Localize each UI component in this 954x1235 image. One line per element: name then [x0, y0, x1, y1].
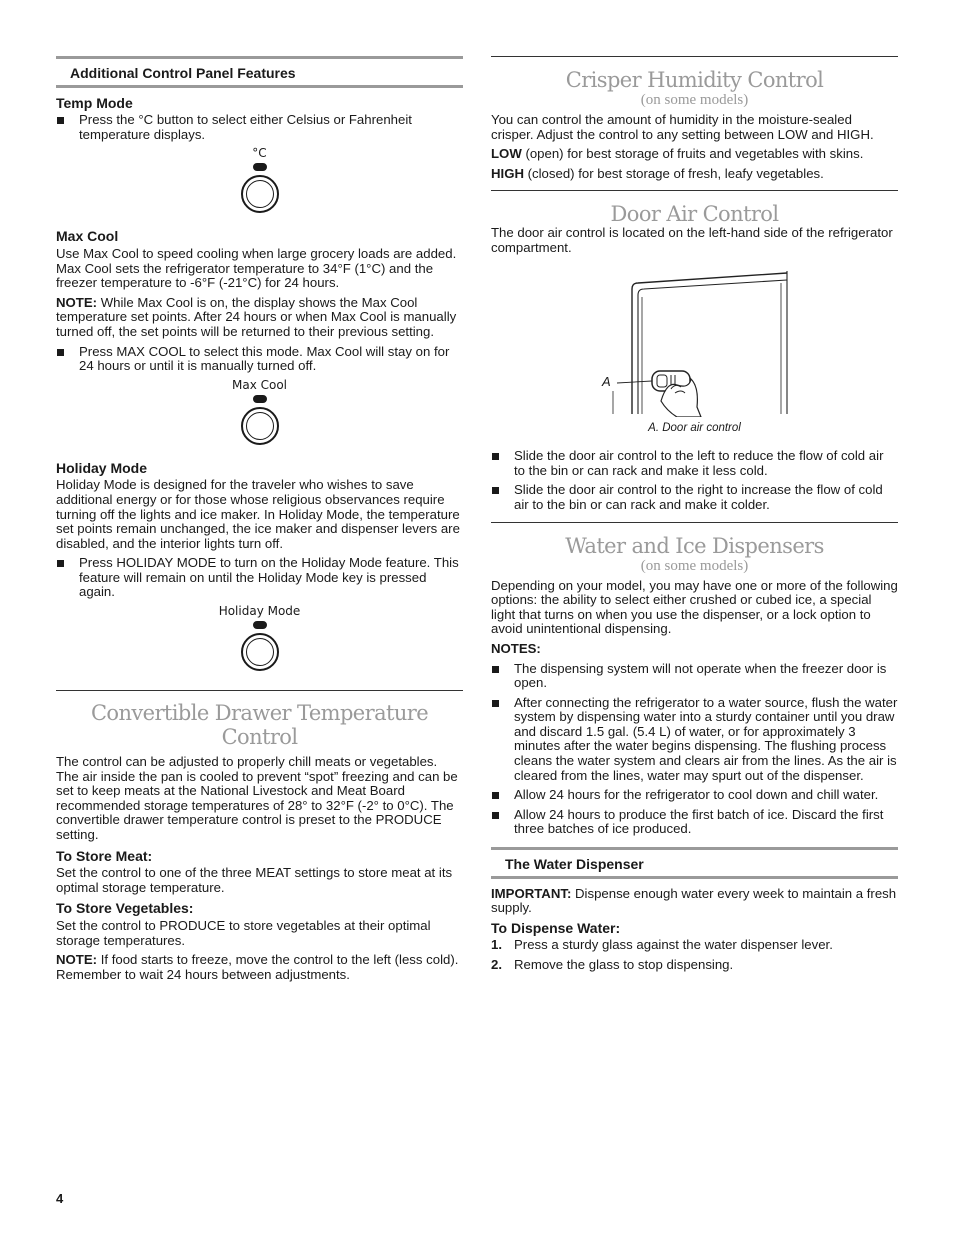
indicator-light-icon [253, 395, 267, 403]
max-cool-bullet-text: Press MAX COOL to select this mode. Max Cool will stay on for 24 hours or until it is manually turned off. [79, 343, 450, 374]
max-cool-button-label: Max Cool [231, 377, 288, 392]
max-cool-note [56, 296, 463, 340]
bullet-square-icon [57, 560, 64, 567]
indicator-light-icon [253, 163, 267, 171]
bullet-square-icon [492, 453, 499, 460]
important-text: Dispense enough water every week to maintain a fresh supply. [491, 885, 897, 916]
round-button-icon [241, 633, 279, 671]
store-vegetables-body: Set the control to PRODUCE to store vegetables at their optimal storage temperatures. [56, 918, 431, 948]
high-label: HIGH [491, 165, 524, 181]
crisper-humidity-title: Crisper Humidity Control [565, 68, 824, 92]
temp-mode-bullet-text: Press the °C button to select either Celsius or Fahrenheit temperature displays. [79, 112, 412, 142]
door-air-control-title: Door Air Control [610, 202, 779, 227]
step-number: 2. [491, 957, 502, 972]
bullet-square-icon [492, 666, 499, 673]
holiday-mode-body: Holiday Mode is designed for the traveler who wishes to save additional energy or for those whose religious observances require turning off the lights and ice maker. In Holiday Mode, the temperature set points remain unchanged, the ice maker and dispenser levers are disabled, and the interior lights turn off. [56, 477, 460, 551]
celsius-button-label: °C [252, 146, 267, 161]
max-cool-bullet [56, 345, 463, 374]
section-divider [491, 522, 898, 523]
crisper-body: You can control the amount of humidity in the moisture-sealed crisper. Adjust the control to any setting between LOW and HIGH. [491, 112, 874, 142]
step-text: Press a sturdy glass against the water dispenser lever. [514, 937, 833, 953]
section-divider [491, 56, 898, 57]
holiday-mode-button-illustration [56, 605, 463, 684]
notes-label: NOTES: [491, 640, 541, 656]
dispenser-note-text: The dispensing system will not operate when the freezer door is open. [514, 660, 887, 691]
dispenser-note-text: Allow 24 hours for the refrigerator to cool down and chill water. [514, 787, 879, 803]
door-air-caption: A. Door air control [648, 421, 741, 434]
dispenser-note-bullet [491, 696, 898, 784]
holiday-mode-bullet-text: Press HOLIDAY MODE to turn on the Holiday Mode feature. This feature will remain on until the Holiday Mode key is pressed again. [79, 555, 459, 600]
holiday-mode-button-label: Holiday Mode [218, 604, 301, 619]
low-text: (open) for best storage of fruits and vegetables with skins. [525, 146, 864, 162]
store-vegetables-heading: To Store Vegetables: [56, 900, 194, 917]
dispensers-body: Depending on your model, you may have one or more of the following options: the ability to select either crushed or cubed ice, a special light that turns on when you use the dispenser, or a lock option to avoid unintentional dispensing. [491, 577, 898, 637]
round-button-icon [241, 175, 279, 213]
indicator-light-icon [253, 621, 267, 629]
door-air-body: The door air control is located on the left-hand side of the refrigerator compartment. [491, 225, 893, 255]
door-air-bullet-text: Slide the door air control to the right to increase the flow of cold air to the bin or can rack and make it colder. [514, 482, 883, 512]
max-cool-note-text: While Max Cool is on, the display shows the Max Cool temperature set points. After 24 hours or when Max Cool is manually turned off, the set points will be returned to their previous setting. [56, 294, 457, 339]
max-cool-body: Use Max Cool to speed cooling when large grocery loads are added. Max Cool sets the refrigerator temperature to 34°F (1°C) and the freezer temperature to -6°F (-21°C) for 24 hours. [56, 245, 457, 291]
crisper-low-setting [491, 147, 898, 162]
door-air-bullet [491, 483, 898, 512]
round-button-icon [241, 407, 279, 445]
panel-heading-water-dispenser: The Water Dispenser [491, 847, 898, 879]
bullet-square-icon [57, 349, 64, 356]
water-ice-dispensers-title: Water and Ice Dispensers [565, 533, 824, 558]
dispenser-note-bullet [491, 808, 898, 837]
convertible-drawer-title: Convertible Drawer Temperature Control [90, 701, 429, 750]
bullet-square-icon [492, 487, 499, 494]
dispenser-note-bullet [491, 662, 898, 691]
important-label: IMPORTANT: [491, 885, 572, 901]
crisper-on-some-models: (on some models) [640, 92, 749, 108]
convertible-drawer-note [56, 953, 463, 982]
celsius-button-illustration [56, 147, 463, 226]
refrigerator-compartment-drawing [491, 261, 898, 417]
holiday-mode-bullet [56, 556, 463, 600]
max-cool-heading: Max Cool [56, 228, 119, 245]
callout-line [617, 381, 652, 383]
step-number: 1. [491, 937, 502, 953]
high-text: (closed) for best storage of fresh, leafy vegetables. [527, 165, 824, 181]
dispenser-note-text: After connecting the refrigerator to a water source, flush the water system by dispensing water into a sturdy container until you draw and discard 1.5 gal. (5.4 L) of water, or for approximately 3 minutes after the water begins dispensing. The flushing process cleans the water system and clears air from the lines. As the air is cleared from the lines, water may spurt out of the dispenser. [514, 694, 898, 783]
convertible-note-text: If food starts to freeze, move the control to the left (less cold). Remember to wait 24 hours between adjustments. [56, 952, 459, 982]
dispenser-note-bullet [491, 788, 898, 803]
dispense-water-heading: To Dispense Water: [491, 919, 621, 936]
holiday-mode-heading: Holiday Mode [56, 459, 148, 476]
door-air-bullet [491, 449, 898, 478]
panel-heading-control-features: Additional Control Panel Features [56, 56, 463, 88]
bullet-square-icon [492, 792, 499, 799]
crisper-high-setting [491, 167, 898, 182]
note-label: NOTE: [56, 952, 98, 968]
section-divider [56, 690, 463, 691]
low-label: LOW [491, 146, 522, 162]
water-dispenser-important [491, 887, 898, 916]
note-label: NOTE: [56, 294, 98, 310]
temp-mode-heading: Temp Mode [56, 94, 133, 111]
page-number: 4 [56, 1191, 64, 1206]
right-column [491, 56, 898, 978]
dispenser-note-text: Allow 24 hours to produce the first batch of ice. Discard the first three batches of ice produced. [514, 806, 884, 837]
left-column [56, 56, 463, 987]
store-meat-body: Set the control to one of the three MEAT settings to store meat at its optimal storage temperature. [56, 865, 453, 895]
bullet-square-icon [57, 117, 64, 124]
dispense-step [491, 958, 898, 973]
dispensers-on-some-models: (on some models) [640, 557, 749, 574]
bullet-square-icon [492, 700, 499, 707]
callout-label-a: A [602, 373, 611, 389]
max-cool-button-illustration [56, 379, 463, 458]
convertible-drawer-body: The control can be adjusted to properly chill meats or vegetables. The air inside the pan is cooled to prevent “spot” freezing and can be set to keep meats at the National Livestock and Meat Board recommended storage temperatures of 28° to 32°F (-2° to 0°C). The convertible drawer temperature control is preset to the PRODUCE setting. [56, 754, 458, 843]
bullet-square-icon [492, 812, 499, 819]
step-text: Remove the glass to stop dispensing. [514, 957, 734, 972]
door-air-bullet-text: Slide the door air control to the left to reduce the flow of cold air to the bin or can rack and make it less cold. [514, 448, 884, 478]
temp-mode-bullet [56, 113, 463, 142]
store-meat-heading: To Store Meat: [56, 847, 153, 864]
door-air-illustration [491, 261, 898, 417]
section-divider [491, 190, 898, 191]
dispense-step [491, 938, 898, 953]
